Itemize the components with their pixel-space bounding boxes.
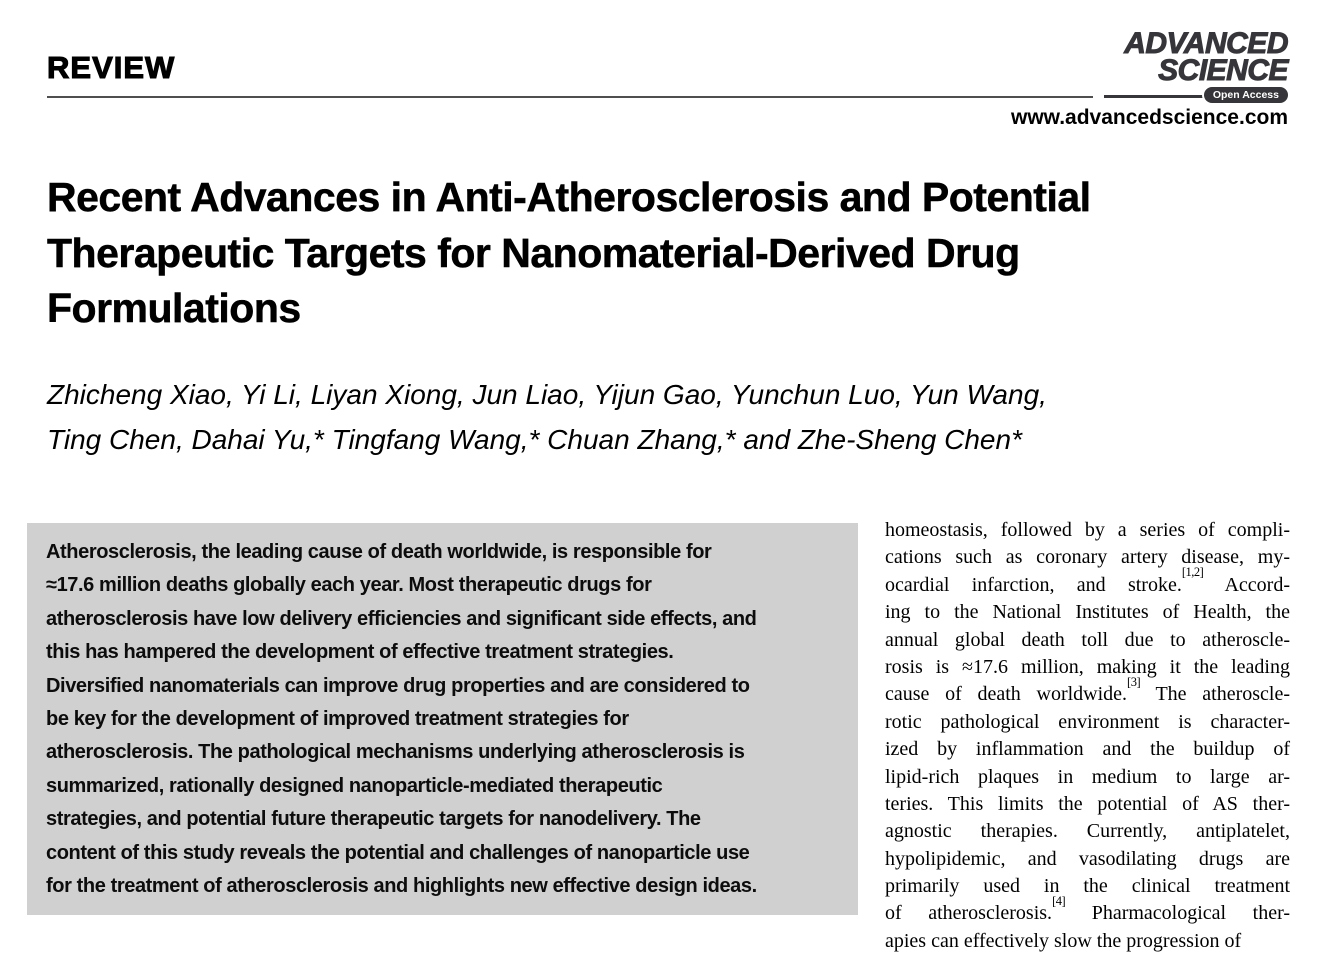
abstract-box bbox=[27, 523, 858, 915]
text-line: apies can effectively slow the progression of bbox=[885, 929, 1242, 952]
logo-line2: SCIENCE bbox=[1158, 54, 1288, 87]
text-line: primarily used in the clinical treatment bbox=[885, 875, 1290, 898]
text-line: homeostasis, followed by a series of compli- bbox=[885, 519, 1290, 541]
text-line: content of this study reveals the potential and challenges of nanoparticle use bbox=[46, 841, 750, 864]
title-line: Formulations bbox=[47, 285, 301, 331]
text-line: this has hampered the development of effective treatment strategies. bbox=[46, 641, 674, 664]
text-line: rosis is ≈17.6 million, making it the leading bbox=[885, 655, 1290, 678]
text-line: be key for the development of improved treatment strategies for bbox=[46, 708, 629, 731]
text-line: ocardial infarction, and stroke.[1,2] Accord- bbox=[885, 565, 1290, 596]
text-line: teries. This limits the potential of AS ther- bbox=[885, 792, 1290, 815]
citation-ref[interactable]: [3] bbox=[1127, 674, 1141, 689]
text-line: lipid-rich plaques in medium to large ar- bbox=[885, 765, 1290, 788]
text-line: ing to the National Institutes of Health, the bbox=[885, 601, 1290, 624]
citation-ref[interactable]: [4] bbox=[1052, 893, 1066, 908]
text-line: strategies, and potential future therapeutic targets for nanodelivery. The bbox=[46, 808, 701, 831]
open-access-badge: Open Access bbox=[1204, 87, 1288, 103]
author-list bbox=[47, 372, 1047, 462]
journal-url[interactable]: www.advancedscience.com bbox=[1010, 106, 1288, 129]
text-line: of atherosclerosis.[4] Pharmacological ther- bbox=[885, 893, 1290, 925]
advanced-science-logo bbox=[1124, 27, 1288, 87]
text-line: cause of death worldwide.[3] The atheroscle- bbox=[885, 674, 1290, 706]
text-line: for the treatment of atherosclerosis and highlights new effective design ideas. bbox=[46, 875, 757, 898]
text-line: annual global death toll due to atheroscle- bbox=[885, 628, 1290, 651]
article-title bbox=[47, 170, 1091, 337]
author-line: Ting Chen, Dahai Yu,* Tingfang Wang,* Chuan Zhang,* and Zhe-Sheng Chen* bbox=[47, 424, 1022, 455]
text-line: rotic pathological environment is character- bbox=[885, 710, 1290, 733]
text-line: hypolipidemic, and vasodilating drugs are bbox=[885, 847, 1290, 870]
logo-line1: ADVANCED bbox=[1124, 27, 1288, 60]
title-line: Recent Advances in Anti-Atherosclerosis and Potential bbox=[47, 174, 1091, 220]
text-line: ized by inflammation and the buildup of bbox=[885, 738, 1290, 761]
text-line: atherosclerosis have low delivery efficiencies and significant side effects, and bbox=[46, 607, 757, 630]
text-line: summarized, rationally designed nanoparticle-mediated therapeutic bbox=[46, 774, 663, 797]
text-line: Atherosclerosis, the leading cause of death worldwide, is responsible for bbox=[46, 541, 712, 563]
text-line: ≈17.6 million deaths globally each year. Most therapeutic drugs for bbox=[46, 574, 652, 597]
section-label: REVIEW bbox=[47, 50, 176, 85]
text-line: atherosclerosis. The pathological mechanisms underlying atherosclerosis is bbox=[46, 741, 745, 764]
logo-underline bbox=[1104, 89, 1288, 101]
author-line: Zhicheng Xiao, Yi Li, Liyan Xiong, Jun Liao, Yijun Gao, Yunchun Luo, Yun Wang, bbox=[47, 379, 1047, 410]
text-line: agnostic therapies. Currently, antiplatelet, bbox=[885, 820, 1290, 843]
title-line: Therapeutic Targets for Nanomaterial-Derived Drug bbox=[47, 229, 1020, 276]
header-rule bbox=[47, 96, 1093, 98]
body-column bbox=[885, 517, 1290, 955]
citation-ref[interactable]: [1,2] bbox=[1181, 565, 1204, 580]
text-line: cations such as coronary artery disease, my- bbox=[885, 546, 1290, 569]
text-line: Diversified nanomaterials can improve drug properties and are considered to bbox=[46, 674, 750, 697]
